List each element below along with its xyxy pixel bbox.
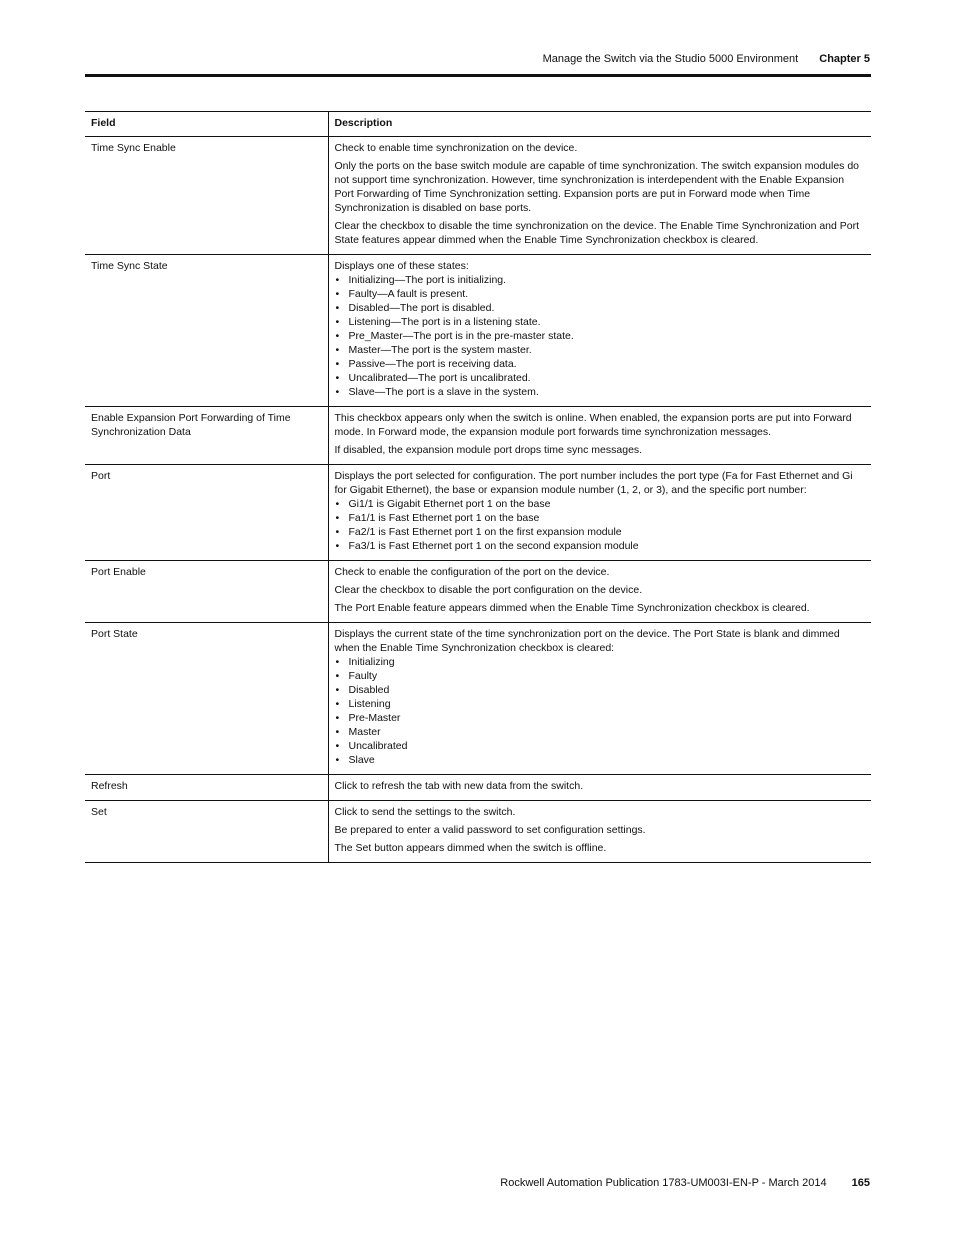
list-item: • Initializing <box>335 655 866 669</box>
description-paragraph: Check to enable the configuration of the port on the device. <box>334 566 610 578</box>
list-item: • Fa3/1 is Fast Ethernet port 1 on the second expansion module <box>335 539 866 553</box>
list-item: • Slave <box>335 753 866 767</box>
table-row <box>85 465 871 561</box>
description-paragraph: The Set button appears dimmed when the switch is offline. <box>334 842 607 854</box>
table-header-row <box>85 112 871 137</box>
list-item: • Master—The port is the system master. <box>335 343 866 357</box>
description-paragraph: Check to enable time synchronization on the device. <box>334 142 578 154</box>
description-cell <box>328 137 871 255</box>
table-row <box>85 255 871 407</box>
table-row <box>85 775 871 801</box>
list-item: • Pre-Master <box>335 711 866 725</box>
page-footer <box>500 1177 870 1189</box>
list-item: • Initializing—The port is initializing. <box>335 273 866 287</box>
list-item: • Passive—The port is receiving data. <box>335 357 866 371</box>
bullet-list <box>335 497 866 553</box>
description-intro: Displays one of these states: <box>334 260 469 272</box>
field-cell: Port State <box>85 623 328 775</box>
table-row <box>85 407 871 465</box>
description-intro: Displays the current state of the time synchronization port on the device. The Port State is blank and dimmed when the Enable Time Synchronization checkbox is cleared: <box>334 628 840 654</box>
header-chapter: Chapter 5 <box>819 53 870 65</box>
field-description-table <box>85 111 871 863</box>
field-cell: Port Enable <box>85 561 328 623</box>
table-row <box>85 561 871 623</box>
list-item: • Uncalibrated—The port is uncalibrated. <box>335 371 866 385</box>
page-number: 165 <box>851 1177 870 1189</box>
description-paragraph: Clear the checkbox to disable the port configuration on the device. <box>334 584 643 596</box>
footer-publication: Rockwell Automation Publication 1783-UM003I-EN-P - March 2014 <box>500 1177 827 1189</box>
field-cell: Time Sync Enable <box>85 137 328 255</box>
description-cell <box>328 465 871 561</box>
list-item: • Fa2/1 is Fast Ethernet port 1 on the first expansion module <box>335 525 866 539</box>
description-cell <box>328 623 871 775</box>
table-row <box>85 137 871 255</box>
description-paragraph: Only the ports on the base switch module are capable of time synchronization. The switch expansion modules do not support time synchronization. However, time synchronization is interdependent with the Enable Expansion Port Forwarding of Time Synchronization setting. Expansion ports are put in Forward mode when Time Synchronization is disabled on base ports. <box>334 160 860 214</box>
list-item: • Listening <box>335 697 866 711</box>
field-cell: Refresh <box>85 775 328 801</box>
description-paragraph: This checkbox appears only when the switch is online. When enabled, the expansion ports are put into Forward mode. In Forward mode, the expansion module port forwards time synchronization messages. <box>334 412 852 438</box>
header-rule <box>85 74 871 77</box>
list-item: • Master <box>335 725 866 739</box>
list-item: • Faulty <box>335 669 866 683</box>
list-item: • Disabled—The port is disabled. <box>335 301 866 315</box>
field-cell: Set <box>85 801 328 863</box>
description-paragraph: The Port Enable feature appears dimmed when the Enable Time Synchronization checkbox is cleared. <box>334 602 810 614</box>
list-item: • Disabled <box>335 683 866 697</box>
table-row <box>85 623 871 775</box>
description-cell <box>328 775 871 801</box>
description-paragraph: If disabled, the expansion module port drops time sync messages. <box>334 444 643 456</box>
running-header <box>543 53 870 65</box>
field-cell: Enable Expansion Port Forwarding of Time Synchronization Data <box>85 407 328 465</box>
description-cell <box>328 255 871 407</box>
description-paragraph: Click to refresh the tab with new data from the switch. <box>334 780 584 792</box>
description-paragraph: Click to send the settings to the switch. <box>334 806 516 818</box>
column-header-description: Description <box>328 112 871 137</box>
description-paragraph: Be prepared to enter a valid password to set configuration settings. <box>334 824 646 836</box>
description-cell <box>328 407 871 465</box>
bullet-list <box>335 273 866 399</box>
header-section-title: Manage the Switch via the Studio 5000 Environment <box>542 53 799 65</box>
list-item: • Fa1/1 is Fast Ethernet port 1 on the base <box>335 511 866 525</box>
field-cell: Time Sync State <box>85 255 328 407</box>
field-cell: Port <box>85 465 328 561</box>
list-item: • Faulty—A fault is present. <box>335 287 866 301</box>
list-item: • Listening—The port is in a listening state. <box>335 315 866 329</box>
table-row <box>85 801 871 863</box>
bullet-list <box>335 655 866 767</box>
column-header-field: Field <box>85 112 328 137</box>
list-item: • Slave—The port is a slave in the system. <box>335 385 866 399</box>
description-cell <box>328 561 871 623</box>
list-item: • Uncalibrated <box>335 739 866 753</box>
description-paragraph: Clear the checkbox to disable the time synchronization on the device. The Enable Time Synchronization and Port State features appear dimmed when the Enable Time Synchronization checkbox is cleared. <box>334 220 860 246</box>
description-intro: Displays the port selected for configuration. The port number includes the port type (Fa for Fast Ethernet and Gi for Gigabit Ethernet), the base or expansion module number (1, 2, or 3), and the specific port number: <box>334 470 853 496</box>
list-item: • Gi1/1 is Gigabit Ethernet port 1 on the base <box>335 497 866 511</box>
list-item: • Pre_Master—The port is in the pre-master state. <box>335 329 866 343</box>
description-cell <box>328 801 871 863</box>
